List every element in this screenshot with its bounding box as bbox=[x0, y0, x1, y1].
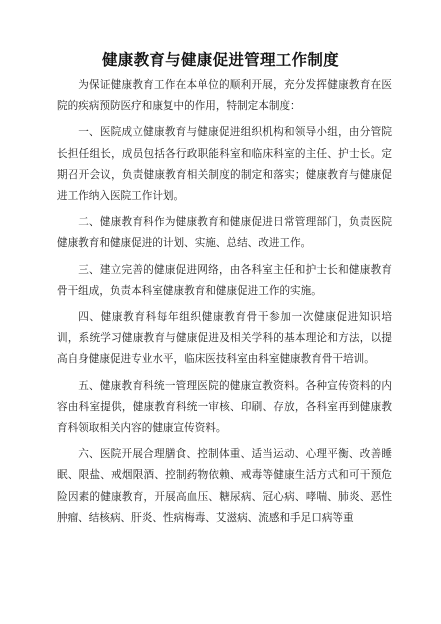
document-title: 健康教育与健康促进管理工作制度 bbox=[101, 51, 339, 69]
document-body bbox=[57, 75, 392, 534]
paragraph-5: 五、健康教育科统一管理医院的健康宣教资料。各种宣传资料的内容由科室提供，健康教育科统一审核、印刷、存放，各科室再到健康教育科领取相关内容的健康宣传资料。 bbox=[57, 379, 392, 435]
paragraph-3: 三、建立完善的健康促进网络，由各科室主任和护士长和健康教育骨干组成，负责本科室健康教育和健康促进工作的实施。 bbox=[57, 263, 392, 297]
paragraph-4: 四、健康教育科每年组织健康教育骨干参加一次健康促进知识培训，系统学习健康教育与健康促进及相关学科的基本理论和方法，以提高自身健康促进专业水平，临床医技科室由科室健康教育骨干培训。 bbox=[57, 311, 392, 366]
paragraph-2: 二、健康教育科作为健康教育和健康促进日常管理部门，负责医院健康教育和健康促进的计划、实施、总结、改进工作。 bbox=[57, 216, 392, 250]
paragraph-1: 一、医院成立健康教育与健康促进组织机构和领导小组，由分管院长担任组长，成员包括各行政职能科室和临床科室的主任、护士长。定期召开会议，负责健康教育相关制度的制定和落实；健康教育与健康促进工作纳入医院工作计划。 bbox=[57, 126, 392, 203]
paragraph-6: 六、医院开展合理膳食、控制体重、适当运动、心理平衡、改善睡眠、限盐、戒烟限酒、控制药物依赖、戒毒等健康生活方式和可干预危险因素的健康教育，开展高血压、糖尿病、冠心病、哮喘、肺炎、恶性肿瘤、结核病、肝炎、性病梅毒、艾滋病、流感和手足口病等重 bbox=[57, 448, 392, 524]
paragraph-intro: 为保证健康教育工作在本单位的顺利开展，充分发挥健康教育在医院的疾病预防医疗和康复中的作用，特制定本制度： bbox=[57, 79, 392, 113]
